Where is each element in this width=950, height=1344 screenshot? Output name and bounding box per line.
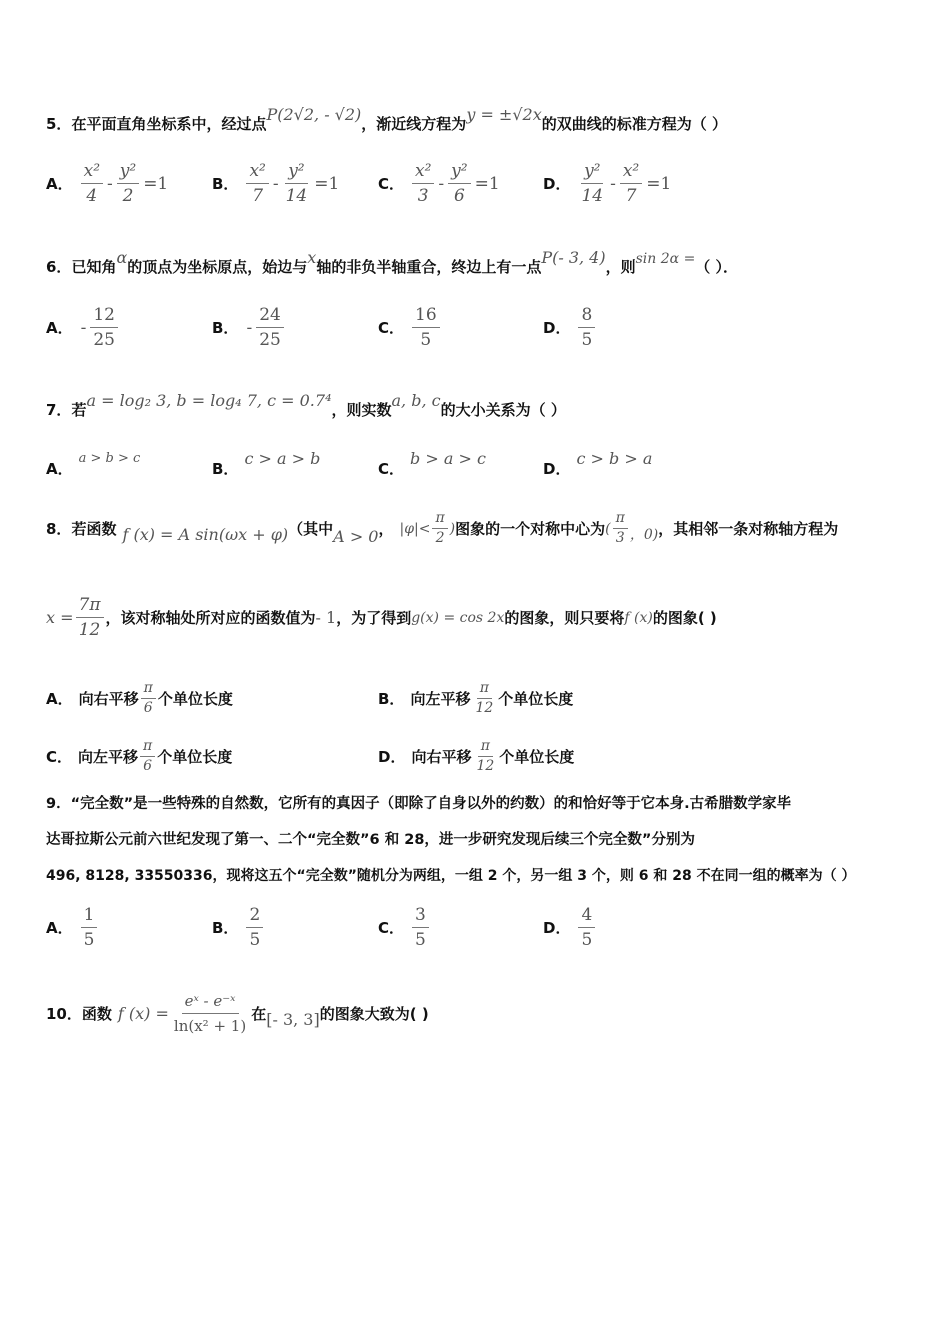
option-label: D．: [543, 319, 571, 337]
math-x: x: [307, 248, 317, 267]
fraction: [117, 160, 139, 207]
numerator: eˣ - e⁻ˣ: [182, 990, 239, 1014]
math-alpha: α: [116, 248, 128, 267]
fraction: [578, 904, 595, 951]
fraction: [171, 990, 249, 1037]
question-text: 496, 8128, 33550336，现将这五个“完全数”随机分为两组，一组 2 个，另一组 3 个，则 6 和 28 不在同一组的概率为（ ）: [46, 868, 856, 884]
denominator: 14: [285, 186, 308, 206]
inequality: c > b > a: [576, 449, 653, 468]
q9-option-b[interactable]: [212, 904, 265, 951]
denominator: 12: [78, 620, 101, 640]
q7-option-b[interactable]: [212, 449, 321, 479]
denominator: 3: [615, 530, 625, 546]
question-text: 9．“完全数”是一些特殊的自然数，它所有的真因子（即除了自身以外的约数）的和恰好等于它本身.古希腊数学家毕: [46, 796, 792, 812]
question-text: 的图象大致为( ): [319, 1004, 429, 1023]
question-number: 8．: [46, 519, 72, 538]
q7-option-c[interactable]: [378, 449, 486, 479]
question-text: 达哥拉斯公元前六世纪发现了第一、二个“完全数”6 和 28，进一步研究发现后续三个完全数”分别为: [46, 832, 695, 848]
numerator: π: [478, 738, 493, 757]
fraction: [578, 160, 606, 207]
option-label: A．: [46, 690, 73, 708]
math-function: f (x) = A sin(ωx + φ): [122, 524, 289, 544]
numerator: x²: [412, 160, 434, 184]
q9-option-d[interactable]: [543, 904, 597, 951]
denominator: 6: [453, 186, 465, 206]
option-text: 个单位长度: [157, 690, 233, 708]
fraction: [432, 510, 447, 547]
numerator: 2: [246, 904, 263, 928]
q6-option-d[interactable]: [543, 304, 597, 351]
question-text: 若: [71, 401, 87, 419]
denominator: 4: [86, 186, 98, 206]
option-label: D．: [543, 175, 571, 193]
question-5: [46, 105, 727, 134]
question-number: 10．: [46, 1004, 82, 1023]
math-function: f (x) =: [117, 1003, 169, 1023]
question-text: 的图象，则只要将: [504, 608, 625, 627]
question-6: [46, 248, 739, 278]
equals-one: =1: [646, 173, 672, 194]
option-label: D．: [543, 460, 571, 478]
denominator: 5: [83, 930, 95, 950]
fraction: [81, 160, 103, 207]
q8-option-c[interactable]: [46, 738, 232, 775]
option-label: D．: [543, 919, 571, 937]
question-text: 函数: [81, 1004, 112, 1023]
question-9: [46, 786, 916, 894]
math-f: f (x): [624, 609, 653, 626]
option-label: B．: [212, 175, 239, 193]
numerator: 1: [81, 904, 98, 928]
question-text: 的大小关系为（ ）: [440, 401, 566, 419]
denominator: 25: [93, 330, 115, 350]
option-label: A．: [46, 919, 73, 937]
equals-one: =1: [474, 173, 500, 194]
option-label: A．: [46, 319, 73, 337]
fraction: [412, 304, 440, 351]
option-label: C．: [378, 175, 405, 193]
math-center-point: ，0): [629, 526, 659, 543]
option-text: 个单位长度: [157, 748, 233, 766]
q8-option-a[interactable]: [46, 680, 233, 717]
math-a-positive: A > 0: [333, 526, 379, 546]
numerator: x²: [620, 160, 642, 184]
option-label: B．: [212, 919, 239, 937]
denominator: 5: [581, 330, 593, 350]
option-label: C．: [378, 319, 405, 337]
inequality: c > a > b: [244, 449, 321, 468]
denominator: 6: [143, 758, 153, 774]
q5-option-c[interactable]: [378, 160, 502, 207]
math-value: - 1: [315, 607, 337, 627]
option-label: A．: [46, 175, 73, 193]
question-text: ，该对称轴处所对应的函数值为: [105, 608, 316, 627]
math-interval: [- 3, 3]: [266, 1009, 320, 1029]
numerator: π: [613, 510, 628, 529]
question-text: 轴的非负半轴重合，终边上有一点: [316, 258, 542, 276]
numerator: π: [140, 738, 155, 757]
q5-option-d[interactable]: [543, 160, 673, 207]
option-text: 向左平移: [410, 690, 471, 708]
math-axis-eq: x =: [46, 607, 74, 627]
q7-option-d[interactable]: [543, 449, 653, 479]
equals-one: =1: [143, 173, 169, 194]
question-text: 图象的一个对称中心为: [455, 519, 606, 538]
question-text: ，则实数: [331, 401, 392, 419]
question-text: 在平面直角坐标系中，经过点: [71, 115, 267, 133]
math-abc: a, b, c: [391, 391, 441, 410]
option-text: 向右平移: [411, 748, 472, 766]
option-label: C．: [378, 460, 405, 478]
question-8-line-2: [46, 594, 717, 641]
fraction: [620, 160, 642, 207]
fraction: [256, 304, 284, 351]
q7-option-a[interactable]: [46, 451, 141, 479]
q9-option-a[interactable]: [46, 904, 99, 951]
question-number: 7．: [46, 401, 72, 419]
denominator: 5: [415, 930, 426, 950]
numerator: x²: [246, 160, 268, 184]
fraction: [140, 738, 155, 775]
math-definitions: a = log₂ 3, b = log₄ 7, c = 0.7⁴: [86, 391, 332, 410]
numerator: y²: [117, 160, 139, 184]
math-g-function: g(x) = cos 2x: [411, 609, 505, 626]
denominator: 5: [420, 330, 432, 350]
fraction: [246, 160, 268, 207]
option-label: B．: [212, 319, 239, 337]
numerator: 24: [256, 304, 284, 328]
option-text: 个单位长度: [499, 748, 575, 766]
numerator: y²: [448, 160, 470, 184]
math-sin2a: sin 2α =: [635, 251, 696, 267]
fraction: [412, 160, 434, 207]
question-text: 的图象( ): [652, 608, 717, 627]
inequality: a > b > c: [78, 451, 141, 466]
option-text: 向右平移: [78, 690, 139, 708]
question-text: （ ）．: [695, 258, 739, 276]
denominator: 2: [122, 186, 134, 206]
fraction: [90, 304, 118, 351]
minus-sign: -: [107, 173, 113, 194]
option-label: C．: [46, 748, 73, 766]
denominator: ln(x² + 1): [173, 1017, 247, 1035]
fraction: [76, 594, 104, 641]
math-paren: (: [605, 520, 611, 537]
q8-option-b[interactable]: [378, 680, 573, 717]
numerator: 4: [578, 904, 595, 928]
question-text: （其中: [288, 519, 334, 538]
question-number: 5．: [46, 115, 72, 133]
q9-option-c[interactable]: [378, 904, 431, 951]
question-text: 的顶点为坐标原点，始边与: [127, 258, 308, 276]
fraction: [473, 738, 497, 775]
numerator: 16: [412, 304, 440, 328]
numerator: y²: [285, 160, 307, 184]
math-phi-bound: |φ|<: [399, 520, 431, 537]
question-text: 已知角: [71, 258, 117, 276]
denominator: 7: [252, 186, 264, 206]
option-label: B．: [212, 460, 239, 478]
fraction: [81, 904, 98, 951]
option-label: A．: [46, 460, 73, 478]
question-text: ，则: [605, 258, 636, 276]
math-asymptote: y = ±√2x: [466, 105, 542, 124]
q5-option-a[interactable]: [46, 160, 170, 207]
minus-sign: -: [80, 317, 87, 338]
denominator: 5: [581, 930, 593, 950]
question-text: ，为了得到: [336, 608, 412, 627]
denominator: 14: [581, 186, 604, 206]
numerator: 12: [90, 304, 118, 328]
option-text: 个单位长度: [498, 690, 574, 708]
q8-option-d[interactable]: [378, 738, 574, 775]
question-8-line-1: [46, 510, 838, 547]
question-text: 在: [251, 1004, 267, 1023]
fraction: [472, 680, 496, 717]
numerator: 8: [578, 304, 595, 328]
inequality: b > a > c: [410, 449, 486, 468]
question-text: ，其相邻一条对称轴方程为: [658, 519, 839, 538]
denominator: 3: [417, 186, 429, 206]
question-number: 6．: [46, 258, 72, 276]
denominator: 12: [475, 700, 494, 716]
fraction: [283, 160, 311, 207]
minus-sign: -: [246, 317, 253, 338]
denominator: 25: [259, 330, 281, 350]
math-paren: ): [449, 520, 456, 537]
denominator: 12: [476, 758, 495, 774]
question-7: [46, 391, 566, 420]
q5-option-b[interactable]: [212, 160, 341, 207]
fraction: [412, 904, 429, 951]
minus-sign: -: [438, 173, 445, 194]
minus-sign: -: [610, 173, 616, 194]
fraction: [613, 510, 628, 547]
math-point: P(- 3, 4): [541, 248, 606, 267]
numerator: π: [141, 680, 156, 699]
fraction: [448, 160, 470, 207]
denominator: 5: [249, 930, 261, 950]
fraction: [246, 904, 263, 951]
numerator: y²: [581, 160, 603, 184]
q6-option-c[interactable]: [378, 304, 442, 351]
option-text: 向左平移: [78, 748, 139, 766]
denominator: 6: [143, 700, 153, 716]
minus-sign: -: [272, 173, 279, 194]
option-label: C．: [378, 919, 405, 937]
denominator: 7: [625, 186, 637, 206]
question-text: ，: [378, 519, 394, 538]
numerator: π: [432, 510, 447, 529]
option-label: D．: [378, 748, 406, 766]
question-10: [46, 990, 429, 1037]
q6-option-b[interactable]: [212, 304, 286, 351]
numerator: 3: [412, 904, 429, 928]
numerator: x²: [81, 160, 103, 184]
option-label: B．: [378, 690, 405, 708]
question-text: 的双曲线的标准方程为（ ）: [541, 115, 727, 133]
equals-one: =1: [314, 173, 340, 194]
numerator: 7π: [76, 594, 104, 618]
q6-option-a[interactable]: [46, 304, 120, 351]
question-text: 若函数: [71, 519, 117, 538]
fraction: [578, 304, 595, 351]
denominator: 2: [435, 530, 445, 546]
numerator: π: [477, 680, 492, 699]
question-text: ，渐近线方程为: [361, 115, 467, 133]
math-point: P(2√2, - √2): [266, 105, 362, 124]
fraction: [141, 680, 156, 717]
